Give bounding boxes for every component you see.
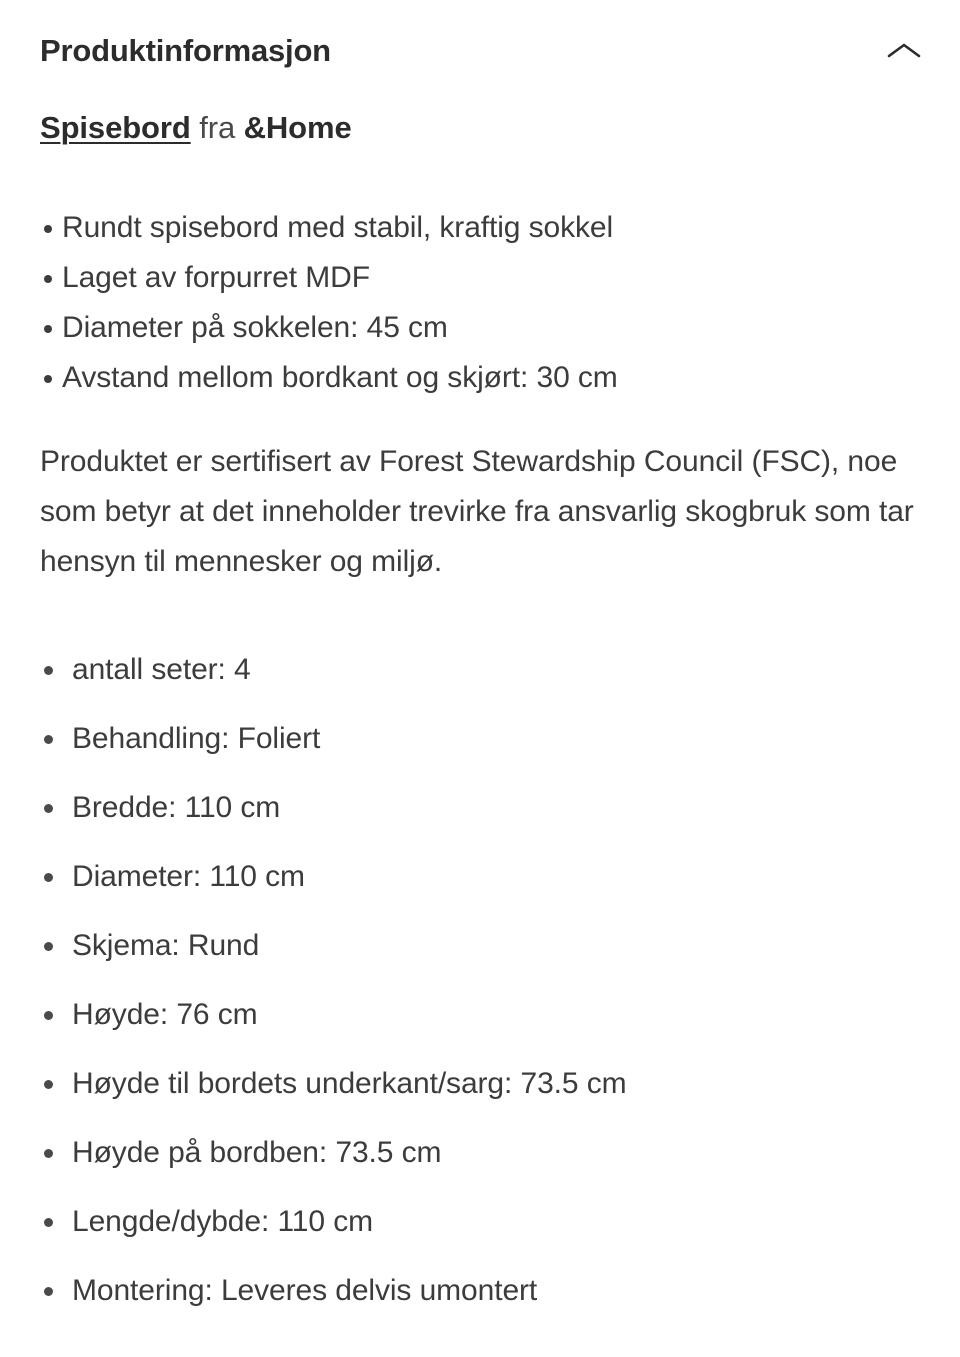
spec-text: Høyde på bordben: 73.5 cm bbox=[72, 1135, 442, 1169]
spec-text: Diameter: 110 cm bbox=[72, 859, 305, 893]
list-item bbox=[40, 253, 920, 303]
list-item bbox=[40, 704, 920, 773]
list-item bbox=[40, 635, 920, 704]
feature-text: Avstand mellom bordkant og skjørt: 30 cm bbox=[62, 360, 618, 394]
page-title: Produktinformasjon bbox=[40, 32, 331, 68]
product-brand: &Home bbox=[243, 110, 352, 145]
bullet-icon bbox=[44, 735, 53, 744]
bullet-icon bbox=[44, 275, 52, 283]
list-item bbox=[40, 1049, 920, 1118]
accordion-toggle-button[interactable] bbox=[882, 29, 926, 73]
feature-text: Rundt spisebord med stabil, kraftig sokkel bbox=[62, 210, 614, 244]
spec-text: Høyde: 76 cm bbox=[72, 997, 258, 1031]
bullet-icon bbox=[44, 1011, 53, 1020]
spec-text: Høyde til bordets underkant/sarg: 73.5 cm bbox=[72, 1066, 627, 1100]
list-item bbox=[40, 1256, 920, 1325]
list-item bbox=[40, 1187, 920, 1256]
bullet-icon bbox=[44, 1218, 53, 1227]
bullet-icon bbox=[44, 225, 52, 233]
bullet-icon bbox=[44, 1149, 53, 1158]
bullet-icon bbox=[44, 1287, 53, 1296]
product-feature-list bbox=[40, 203, 920, 403]
product-subtitle bbox=[40, 110, 920, 147]
spec-text: Montering: Leveres delvis umontert bbox=[72, 1273, 538, 1307]
spec-text: Lengde/dybde: 110 cm bbox=[72, 1204, 374, 1238]
list-item bbox=[40, 911, 920, 980]
list-item bbox=[40, 303, 920, 353]
bullet-icon bbox=[44, 1080, 53, 1089]
list-item bbox=[40, 773, 920, 842]
bullet-icon bbox=[44, 873, 53, 882]
bullet-icon bbox=[44, 325, 52, 333]
bullet-icon bbox=[44, 375, 52, 383]
spec-text: antall seter: 4 bbox=[72, 652, 251, 686]
product-information-accordion-header[interactable] bbox=[40, 0, 920, 88]
certification-paragraph: Produktet er sertifisert av Forest Stewardship Council (FSC), noe som betyr at det inneholder trevirke fra ansvarlig skogbruk som tar hensyn til mennesker og miljø. bbox=[40, 444, 914, 578]
product-name-link[interactable]: Spisebord bbox=[40, 110, 191, 145]
product-specification-list bbox=[40, 635, 920, 1325]
product-preposition: fra bbox=[199, 110, 236, 145]
spec-text: Behandling: Foliert bbox=[72, 721, 321, 755]
bullet-icon bbox=[44, 804, 53, 813]
bullet-icon bbox=[44, 666, 53, 675]
list-item bbox=[40, 1118, 920, 1187]
list-item bbox=[40, 353, 920, 403]
feature-text: Diameter på sokkelen: 45 cm bbox=[62, 310, 448, 344]
spec-text: Bredde: 110 cm bbox=[72, 790, 281, 824]
list-item bbox=[40, 203, 920, 253]
bullet-icon bbox=[44, 942, 53, 951]
spec-text: Skjema: Rund bbox=[72, 928, 260, 962]
list-item bbox=[40, 842, 920, 911]
list-item bbox=[40, 980, 920, 1049]
chevron-up-icon bbox=[887, 40, 921, 62]
feature-text: Laget av forpurret MDF bbox=[62, 260, 370, 294]
